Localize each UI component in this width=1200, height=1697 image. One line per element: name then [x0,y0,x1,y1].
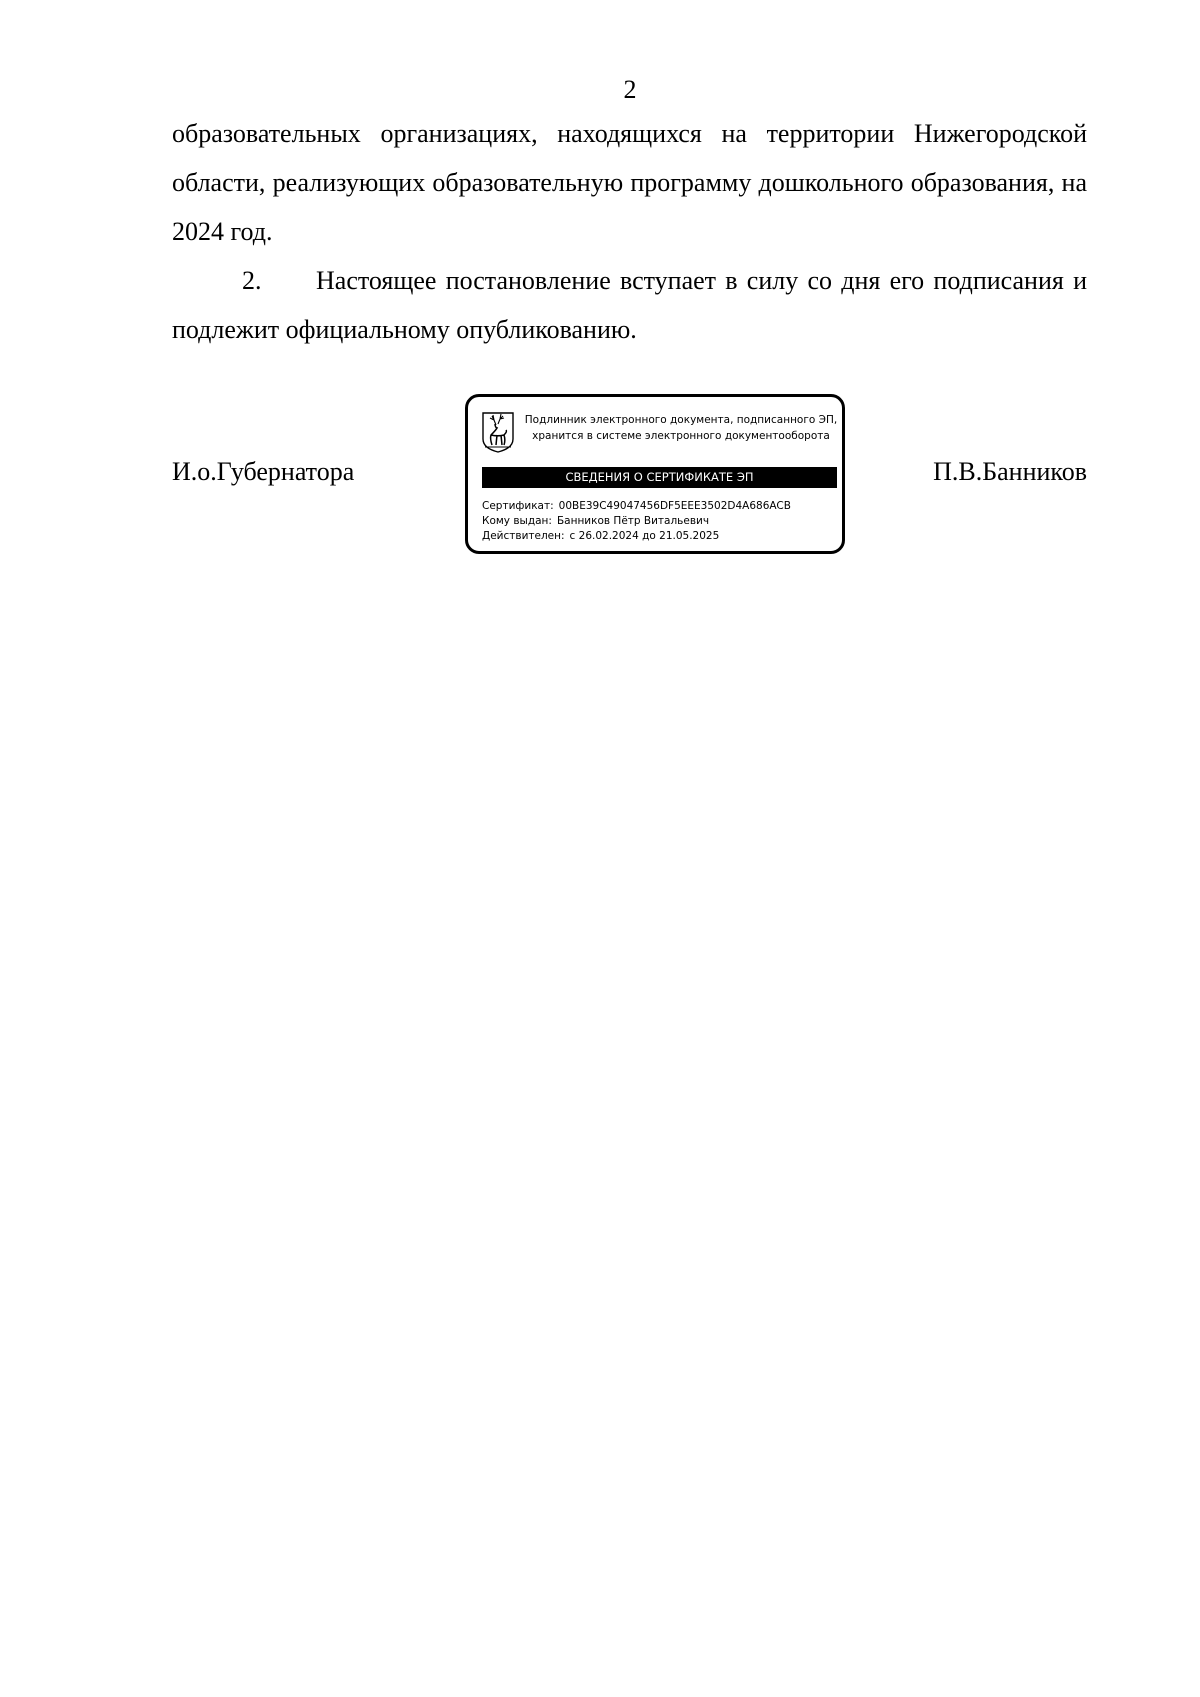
stamp-header-line-1: Подлинник электронного документа, подписанного ЭП, [524,414,838,426]
deer-emblem-icon [481,411,515,453]
stamp-header [522,412,840,444]
paragraph-continuation: образовательных организациях, находящихся на территории Нижегородской области, реализующих образовательную программу дошкольного образования, на 2024 год. [172,119,1087,246]
signer-name: П.В.Банников [933,457,1087,486]
validity-value: с 26.02.2024 до 21.05.2025 [569,530,720,542]
stamp-certificate-details [482,499,791,544]
paragraph-2-number: 2. [242,266,262,295]
validity-label: Действителен: [482,530,565,542]
validity-row [482,529,791,544]
stamp-certificate-title: СВЕДЕНИЯ О СЕРТИФИКАТЕ ЭП [482,467,837,488]
certificate-label: Сертификат: [482,500,554,512]
stamp-header-line-2: хранится в системе электронного документооборота [532,430,830,442]
issued-to-row [482,514,791,529]
paragraph-2-text: Настоящее постановление вступает в силу со дня его подписания и подлежит официальному опубликованию. [172,266,1087,344]
page-number: 2 [623,75,637,104]
electronic-signature-stamp [465,394,845,554]
certificate-row [482,499,791,514]
certificate-value: 00BE39C49047456DF5EEE3502D4A686ACB [558,500,791,512]
issued-to-value: Банников Пётр Витальевич [556,515,710,527]
signer-title: И.о.Губернатора [172,457,355,486]
paragraph-2 [172,256,1087,354]
issued-to-label: Кому выдан: [482,515,552,527]
